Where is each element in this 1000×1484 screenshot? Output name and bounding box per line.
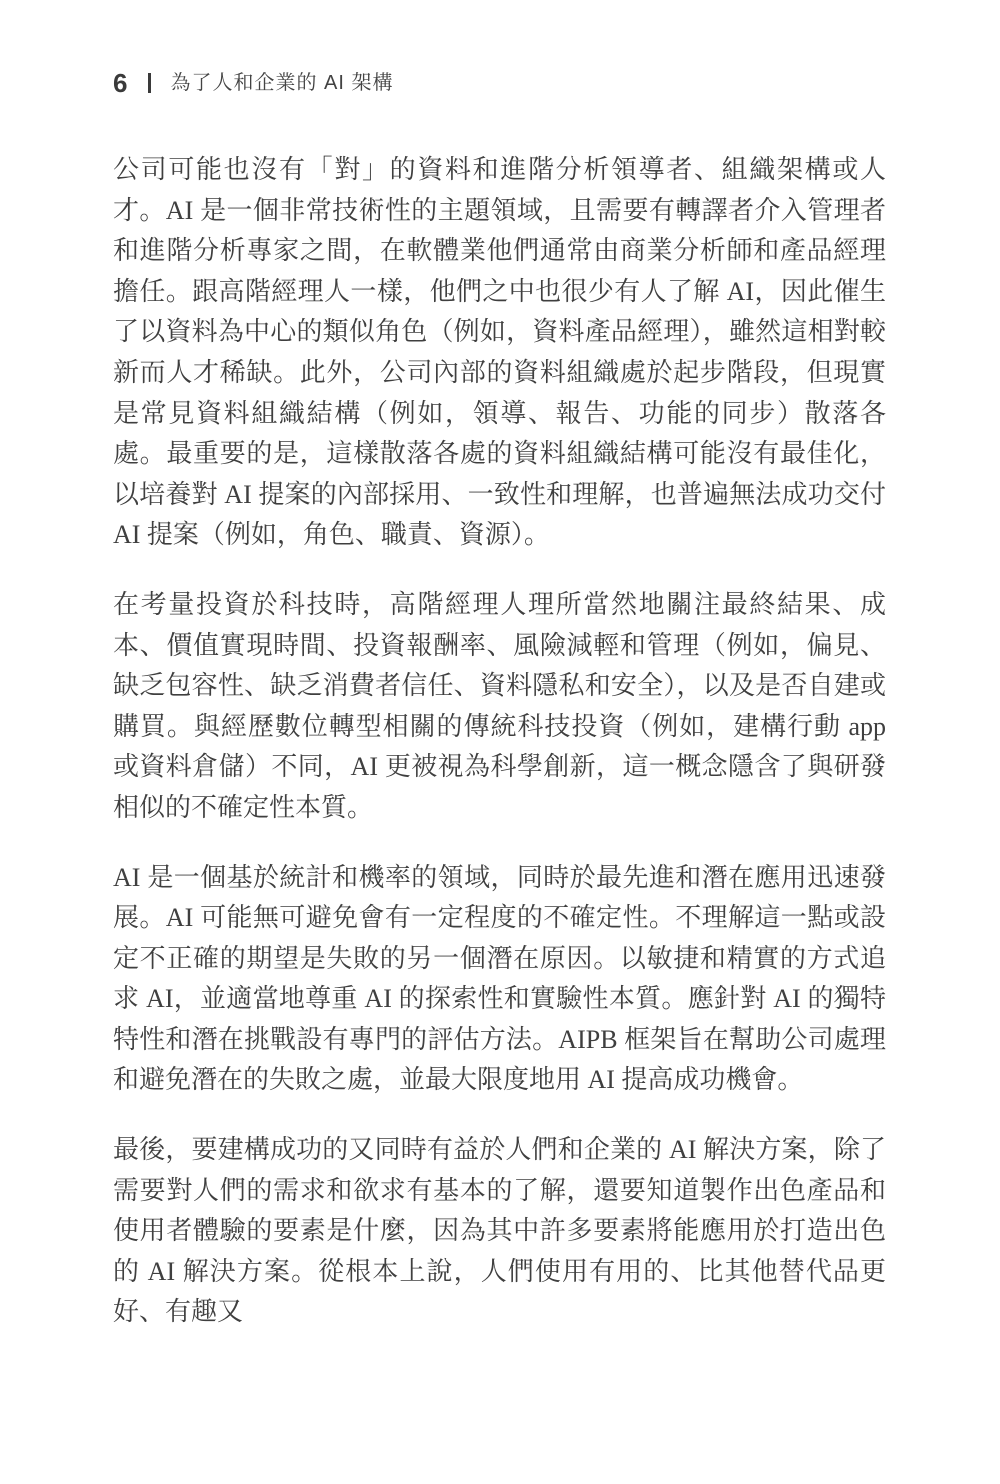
- body-paragraph-4: 最後，要建構成功的又同時有益於人們和企業的 AI 解決方案，除了需要對人們的需求和欲求有基本的了解，還要知道製作出色產品和使用者體驗的要素是什麼，因為其中許多要素將能應用於打造出色的 AI 解決方案。從根本上說，人們使用有用的、比其他替代品更好、有趣又: [113, 1135, 886, 1327]
- running-header: [113, 70, 393, 96]
- running-title: 為了人和企業的 AI 架構: [170, 72, 394, 94]
- page-body: [113, 150, 886, 1333]
- body-paragraph-3: AI 是一個基於統計和機率的領域，同時於最先進和潛在應用迅速發展。AI 可能無可避免會有一定程度的不確定性。不理解這一點或設定不正確的期望是失敗的另一個潛在原因。以敏捷和精實的方式追求 AI，並適當地尊重 AI 的探索性和實驗性本質。應針對 AI 的獨特特性和潛在挑戰設有專門的評估方法。AIPB 框架旨在幫助公司處理和避免潛在的失敗之處，並最大限度地用 AI 提高成功機會。: [113, 862, 886, 1095]
- header-divider: [148, 73, 151, 93]
- body-paragraph-2: 在考量投資於科技時，高階經理人理所當然地關注最終結果、成本、價值實現時間、投資報酬率、風險減輕和管理（例如，偏見、缺乏包容性、缺乏消費者信任、資料隱私和安全），以及是否自建或購買。與經歷數位轉型相關的傳統科技投資（例如，建構行動 app 或資料倉儲）不同，AI 更被視為科學創新，這一概念隱含了與研發相似的不確定性本質。: [113, 589, 886, 822]
- body-paragraph-1: 公司可能也沒有「對」的資料和進階分析領導者、組織架構或人才。AI 是一個非常技術性的主題領域，且需要有轉譯者介入管理者和進階分析專家之間，在軟體業他們通常由商業分析師和產品經理擔任。跟高階經理人一樣，他們之中也很少有人了解 AI，因此催生了以資料為中心的類似角色（例如，資料產品經理），雖然這相對較新而人才稀缺。此外，公司內部的資料組織處於起步階段，但現實是常見資料組織結構（例如，領導、報告、功能的同步）散落各處。最重要的是，這樣散落各處的資料組織結構可能沒有最佳化，以培養對 AI 提案的內部採用、一致性和理解，也普遍無法成功交付 AI 提案（例如，角色、職責、資源）。: [113, 155, 886, 550]
- page-number: 6: [113, 68, 128, 98]
